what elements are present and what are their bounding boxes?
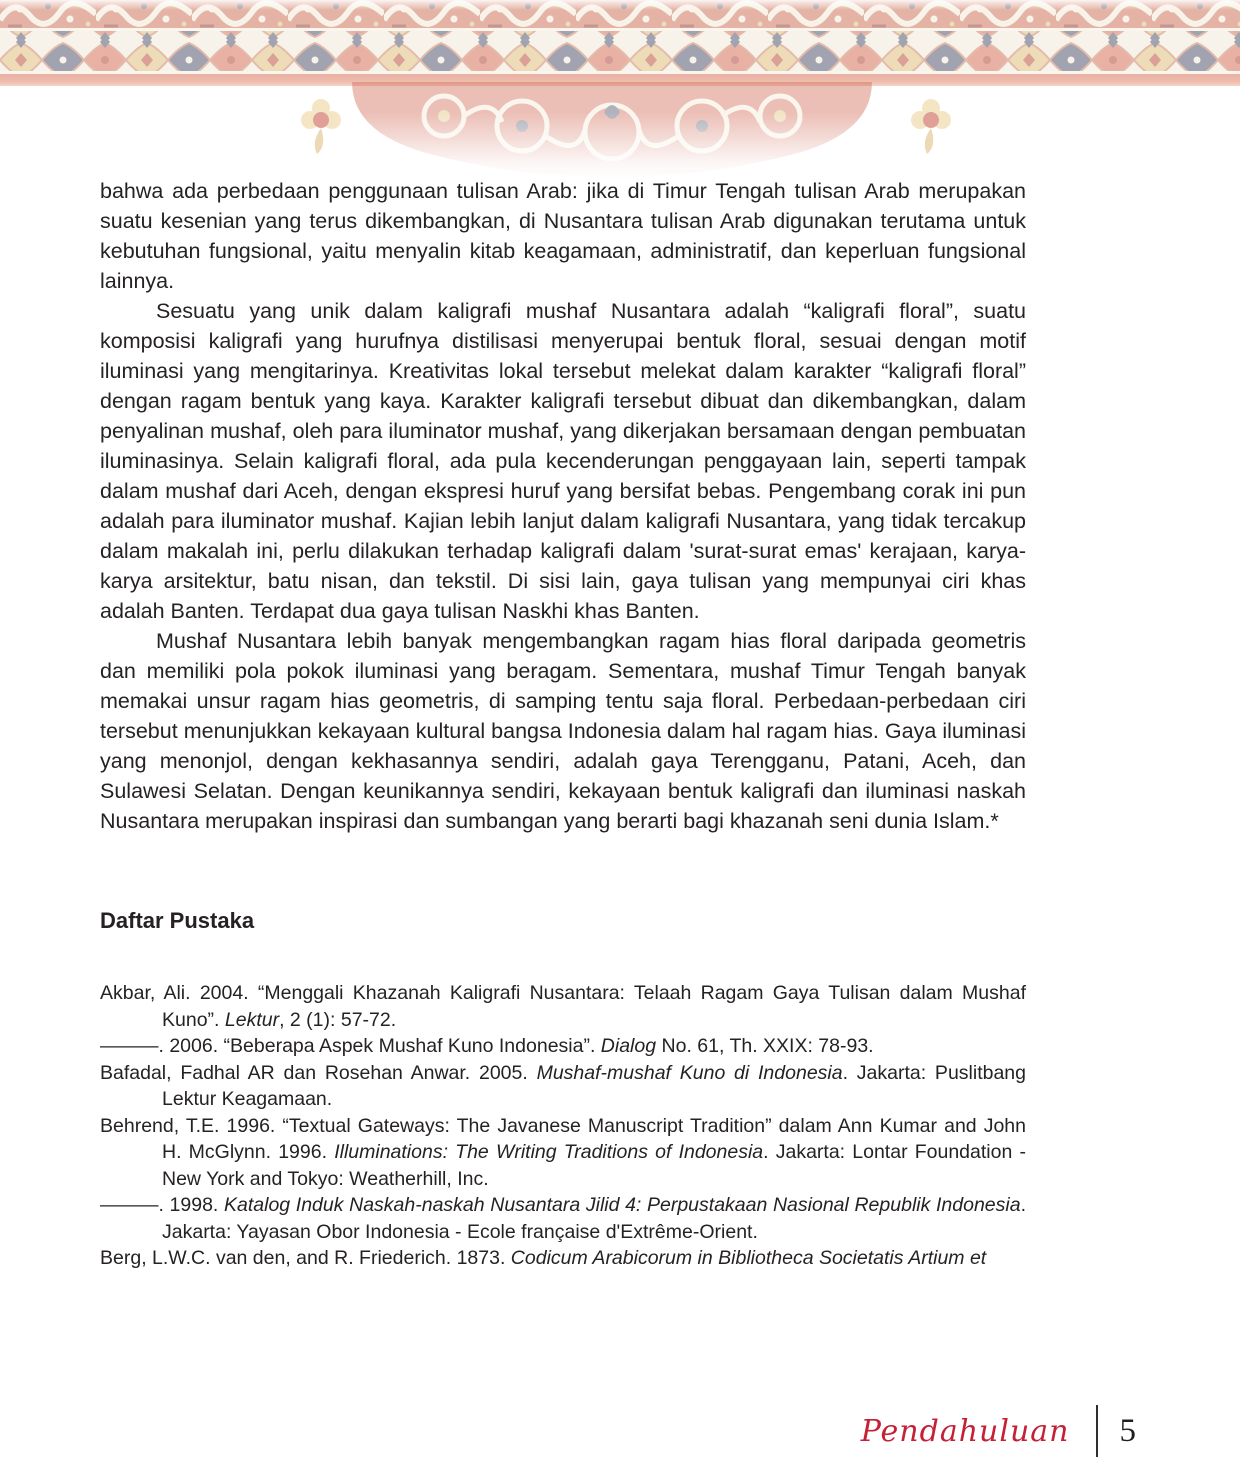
paragraph: Mushaf Nusantara lebih banyak mengembangkan ragam hias floral daripada geometris dan memiliki pola pokok iluminasi yang beragam. Sementara, mushaf Timur Tengah banyak memakai unsur ragam hias geometris, di samping tentu saja floral. Perbedaan-perbedaan ciri tersebut menunjukkan kekayaan kultural bangsa Indonesia dalam hal ragam hias. Gaya iluminasi yang menonjol, dengan kekhasannya sendiri, adalah gaya Terengganu, Patani, Aceh, dan Sulawesi Selatan. Dengan keunikannya sendiri, kekayaan bentuk kaligrafi dan iluminasi naskah Nusantara merupakan inspirasi dan sumbangan yang berarti bagi khazanah seni dunia Islam.*: [100, 629, 1026, 833]
content-column: [100, 176, 1026, 1272]
page-footer: [861, 1405, 1136, 1457]
bib-entry: Behrend, T.E. 1996. “Textual Gateways: The Javanese Manuscript Tradition” dalam Ann Kumar and John H. McGlynn. 1996. Illuminations: The Writing Traditions of Indonesia. Jakarta: Lontar Foundation - New York and Tokyo: Weatherhill, Inc.: [100, 1114, 1026, 1190]
header-ornament: [0, 0, 1240, 200]
bib-entry: Bafadal, Fadhal AR dan Rosehan Anwar. 2005. Mushaf-mushaf Kuno di Indonesia. Jakarta: Puslitbang Lektur Keagamaan.: [100, 1061, 1026, 1110]
paragraph: bahwa ada perbedaan penggunaan tulisan Arab: jika di Timur Tengah tulisan Arab merupakan suatu kesenian yang terus dikembangkan, di Nusantara tulisan Arab digunakan terutama untuk kebutuhan fungsional, yaitu menyalin kitab keagamaan, administratif, dan keperluan fungsional lainnya.: [100, 179, 1026, 293]
bibliography-heading: Daftar Pustaka: [100, 908, 255, 933]
body-text: [100, 176, 1026, 836]
bib-entry: Berg, L.W.C. van den, and R. Friederich. 1873. Codicum Arabicorum in Bibliotheca Societatis Artium et: [100, 1247, 987, 1269]
flower-rosette-icon: [908, 96, 954, 156]
bibliography-list: [100, 980, 1026, 1272]
bib-entry: Akbar, Ali. 2004. “Menggali Khazanah Kaligrafi Nusantara: Telaah Ragam Gaya Tulisan dalam Mushaf Kuno”. Lektur, 2 (1): 57-72.: [100, 982, 1026, 1031]
arch-ornament-icon: [352, 82, 872, 182]
footer-divider: [1096, 1405, 1098, 1457]
paragraph: Sesuatu yang unik dalam kaligrafi mushaf Nusantara adalah “kaligrafi floral”, suatu komposisi kaligrafi yang hurufnya distilisasi menyerupai bentuk floral, sesuai dengan motif iluminasi yang mengitarinya. Kreativitas lokal tersebut melekat dalam karakter “kaligrafi floral” dengan ragam bentuk yang kaya. Karakter kaligrafi tersebut dibuat dan dikembangkan, dalam penyalinan mushaf, oleh para iluminator mushaf, yang dikerjakan bersamaan dengan pembuatan iluminasinya. Selain kaligrafi floral, ada pula kecenderungan penggayaan lain, seperti tampak dalam mushaf dari Aceh, dengan ekspresi huruf yang bersifat bebas. Pengembang corak ini pun adalah para iluminator mushaf. Kajian lebih lanjut dalam kaligrafi Nusantara, yang tidak tercakup dalam makalah ini, perlu dilakukan terhadap kaligrafi dalam 'surat-surat emas' kerajaan, karya-karya arsitektur, batu nisan, dan tekstil. Di sisi lain, gaya tulisan yang mempunyai ciri khas adalah Banten. Terdapat dua gaya tulisan Naskhi khas Banten.: [100, 299, 1026, 623]
bib-entry: ———. 1998. Katalog Induk Naskah-naskah Nusantara Jilid 4: Perpustakaan Nasional Republik Indonesia. Jakarta: Yayasan Obor Indonesia - Ecole française d'Extrême-Orient.: [100, 1194, 1026, 1243]
flower-rosette-icon: [298, 96, 344, 156]
page-number: 5: [1119, 1412, 1136, 1449]
bib-entry: ———. 2006. “Beberapa Aspek Mushaf Kuno Indonesia”. Dialog No. 61, Th. XXIX: 78-93.: [100, 1035, 874, 1057]
footer-section-label: Pendahuluan: [860, 1413, 1070, 1449]
ornamental-border-icon: [0, 0, 1240, 88]
